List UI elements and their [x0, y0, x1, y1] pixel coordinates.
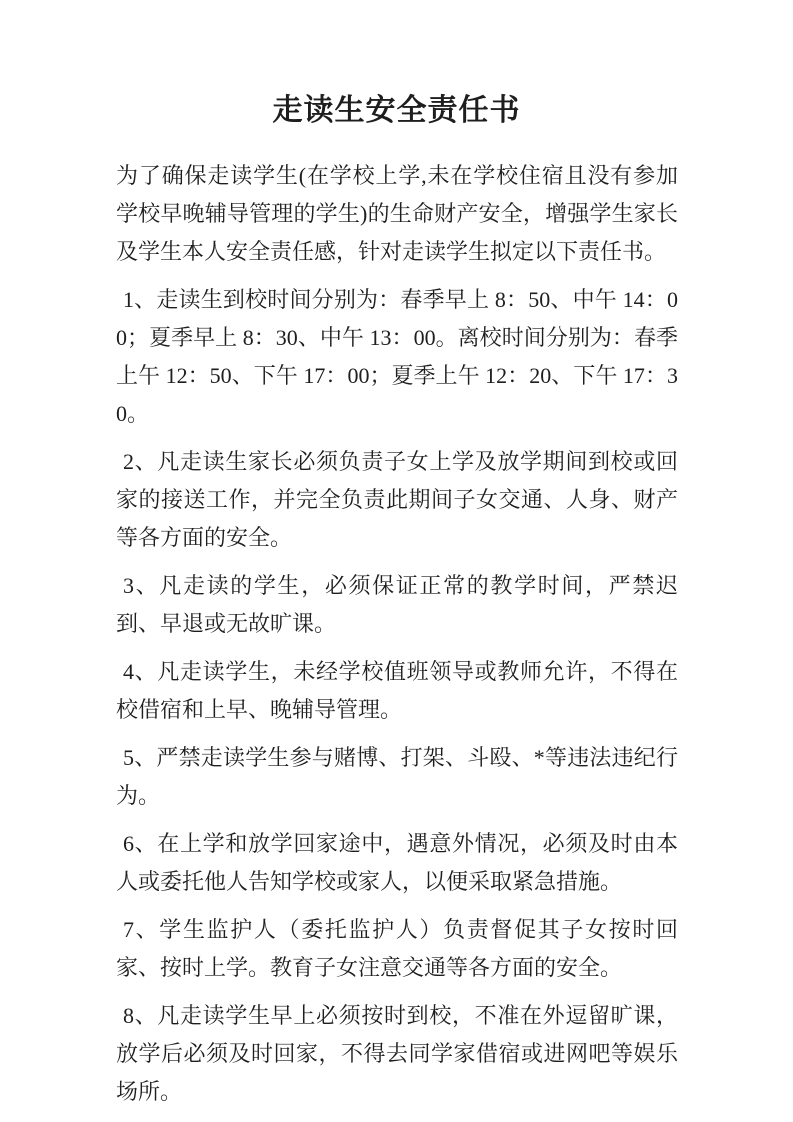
clause-paragraph-7: 7、学生监护人（委托监护人）负责督促其子女按时回家、按时上学。教育子女注意交通等各方面的安全。: [116, 917, 678, 980]
clause-paragraph-8: 8、凡走读学生早上必须按时到校，不准在外逗留旷课，放学后必须及时回家，不得去同学家借宿或进网吧等娱乐场所。: [116, 1003, 678, 1104]
document-body: [116, 157, 678, 1111]
clause-paragraph-3: 3、凡走读的学生，必须保证正常的教学时间，严禁迟到、早退或无故旷课。: [116, 573, 678, 636]
document-title: 走读生安全责任书: [272, 94, 521, 127]
clause-paragraph-4: 4、凡走读学生，未经学校值班领导或教师允许，不得在校借宿和上早、晚辅导管理。: [116, 659, 678, 722]
intro-paragraph: 为了确保走读学生(在学校上学,未在学校住宿且没有参加学校早晚辅导管理的学生)的生命财产安全，增强学生家长及学生本人安全责任感，针对走读学生拟定以下责任书。: [116, 163, 678, 264]
clause-paragraph-2: 2、凡走读生家长必须负责子女上学及放学期间到校或回家的接送工作，并完全负责此期间子女交通、人身、财产等各方面的安全。: [116, 449, 678, 550]
clause-paragraph-1: 1、走读生到校时间分别为：春季早上 8：50、中午 14：00；夏季早上 8：30、中午 13：00。离校时间分别为：春季上午 12：50、下午 17：00；夏季上午 12：20、下午 17：30。: [116, 287, 678, 426]
clause-paragraph-6: 6、在上学和放学回家途中，遇意外情况，必须及时由本人或委托他人告知学校或家人，以便采取紧急措施。: [116, 831, 678, 894]
clause-paragraph-5: 5、严禁走读学生参与赌博、打架、斗殴、*等违法违纪行为。: [116, 745, 678, 808]
